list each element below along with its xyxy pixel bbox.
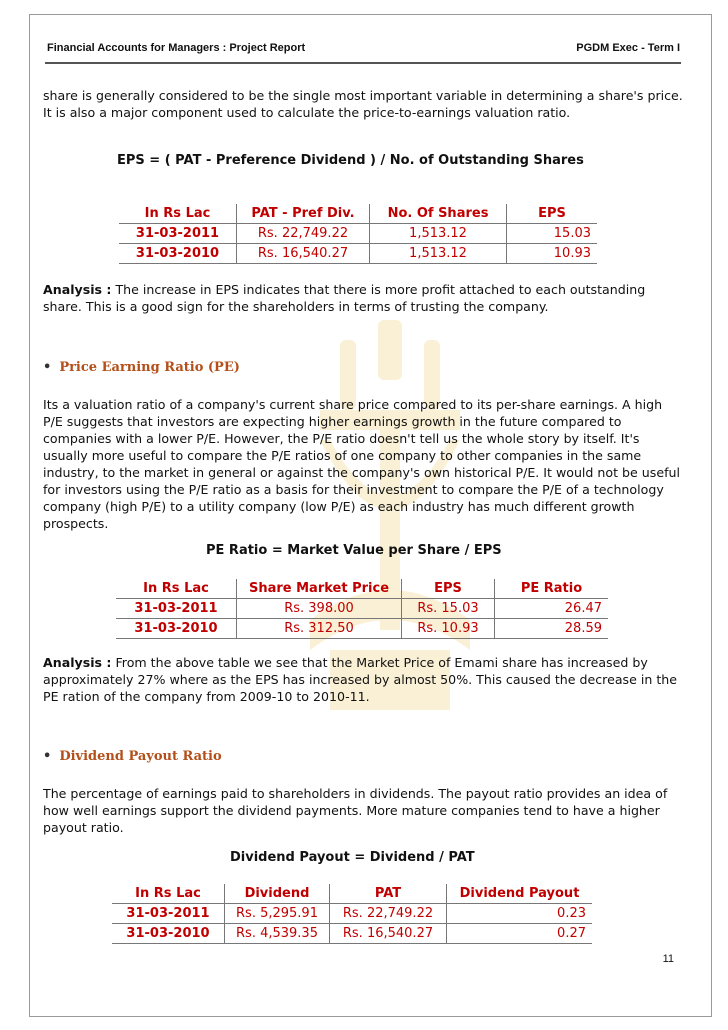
table-header-cell: In Rs Lac xyxy=(112,884,225,904)
table-cell: Rs. 4,539.35 xyxy=(225,924,330,944)
analysis-text: From the above table we see that the Market Price of Emami share has increased by approximately 27% where as the EPS has increased by almost 50%. This caused the decrease in the PE ration of the company from 2009-10 to 2010-11. xyxy=(43,655,677,704)
analysis-label: Analysis : xyxy=(43,282,112,297)
bullet-icon: • xyxy=(43,749,52,764)
bullet-icon: • xyxy=(43,360,52,375)
table-row xyxy=(116,599,608,619)
eps-analysis xyxy=(43,281,683,315)
table-cell: Rs. 398.00 xyxy=(237,599,402,619)
table-cell: Rs. 22,749.22 xyxy=(237,224,370,244)
eps-intro: share is generally considered to be the single most important variable in determining a share's price. It is also a major component used to calculate the price-to-earnings valuation ratio. xyxy=(43,88,683,120)
analysis-label: Analysis : xyxy=(43,655,112,670)
table-header-cell: PAT xyxy=(330,884,447,904)
table-header-row xyxy=(116,579,608,599)
table-row xyxy=(112,924,592,944)
table-header-cell: EPS xyxy=(507,204,598,224)
table-cell-date: 31-03-2010 xyxy=(119,244,237,264)
table-header-cell: Dividend Payout xyxy=(447,884,593,904)
table-row xyxy=(119,244,597,264)
table-header-row xyxy=(119,204,597,224)
eps-formula: EPS = ( PAT - Preference Dividend ) / No. of Outstanding Shares xyxy=(117,153,584,168)
table-cell: Rs. 312.50 xyxy=(237,619,402,639)
table-cell-date: 31-03-2010 xyxy=(116,619,237,639)
header-right: PGDM Exec - Term I xyxy=(576,42,680,54)
table-cell: 15.03 xyxy=(507,224,598,244)
table-cell: 1,513.12 xyxy=(370,244,507,264)
table-header-row xyxy=(112,884,592,904)
section-heading-text: Price Earning Ratio (PE) xyxy=(59,360,240,375)
table-cell: Rs. 16,540.27 xyxy=(330,924,447,944)
section-heading-pe xyxy=(43,360,240,375)
table-cell: 0.27 xyxy=(557,926,586,941)
table-cell: Rs. 15.03 xyxy=(402,599,495,619)
table-header-cell: EPS xyxy=(402,579,495,599)
table-cell-date: 31-03-2011 xyxy=(112,904,225,924)
table-header-cell: PE Ratio xyxy=(495,579,609,599)
table-cell: 1,513.12 xyxy=(370,224,507,244)
table-row xyxy=(116,619,608,639)
section-heading-text: Dividend Payout Ratio xyxy=(59,749,222,764)
header-rule xyxy=(45,62,681,64)
table-cell: Rs. 10.93 xyxy=(402,619,495,639)
table-header-cell: Share Market Price xyxy=(237,579,402,599)
dividend-table xyxy=(112,884,592,944)
eps-table xyxy=(119,204,597,264)
page-number: 11 xyxy=(662,953,674,965)
pe-formula: PE Ratio = Market Value per Share / EPS xyxy=(206,543,502,558)
table-cell: 0.23 xyxy=(447,904,593,924)
table-cell-date: 31-03-2011 xyxy=(116,599,237,619)
table-header-cell: No. Of Shares xyxy=(370,204,507,224)
dividend-formula: Dividend Payout = Dividend / PAT xyxy=(230,850,475,865)
table-row xyxy=(119,224,597,244)
section-heading-dividend xyxy=(43,749,222,764)
table-cell: 26.47 xyxy=(495,599,609,619)
table-header-cell: Dividend xyxy=(225,884,330,904)
page-header xyxy=(47,42,680,54)
analysis-text: The increase in EPS indicates that there is more profit attached to each outstanding share. This is a good sign for the shareholders in terms of trusting the company. xyxy=(43,282,646,314)
table-cell-date: 31-03-2010 xyxy=(112,924,225,944)
pe-intro: Its a valuation ratio of a company's current share price compared to its per-share earnings. A high P/E suggests that investors are expecting higher earnings growth in the future compared to companies with a lower P/E. However, the P/E ratio doesn't tell us the whole story by itself. It's usually more useful to compare the P/E ratios of one company to other companies in the same industry, to the market in general or against the company's own historical P/E. It would not be useful for investors using the P/E ratio as a basis for their investment to compare the P/E of a technology company (high P/E) to a utility company (low P/E) as each industry has much different growth prospects. xyxy=(43,397,681,531)
table-header-cell: PAT - Pref Div. xyxy=(237,204,370,224)
table-header-cell: In Rs Lac xyxy=(119,204,237,224)
table-cell: Rs. 16,540.27 xyxy=(237,244,370,264)
table-header-cell: In Rs Lac xyxy=(116,579,237,599)
dividend-intro: The percentage of earnings paid to shareholders in dividends. The payout ratio provides an idea of how well earnings support the dividend payments. More mature companies tend to have a higher payout ratio. xyxy=(43,786,668,835)
pe-analysis xyxy=(43,654,683,705)
pe-table xyxy=(116,579,608,639)
table-cell: 28.59 xyxy=(564,621,602,636)
table-row xyxy=(112,904,592,924)
table-cell: Rs. 22,749.22 xyxy=(330,904,447,924)
table-cell: 10.93 xyxy=(553,246,591,261)
table-cell-date: 31-03-2011 xyxy=(119,224,237,244)
table-cell: Rs. 5,295.91 xyxy=(225,904,330,924)
header-left: Financial Accounts for Managers : Project Report xyxy=(47,42,306,54)
